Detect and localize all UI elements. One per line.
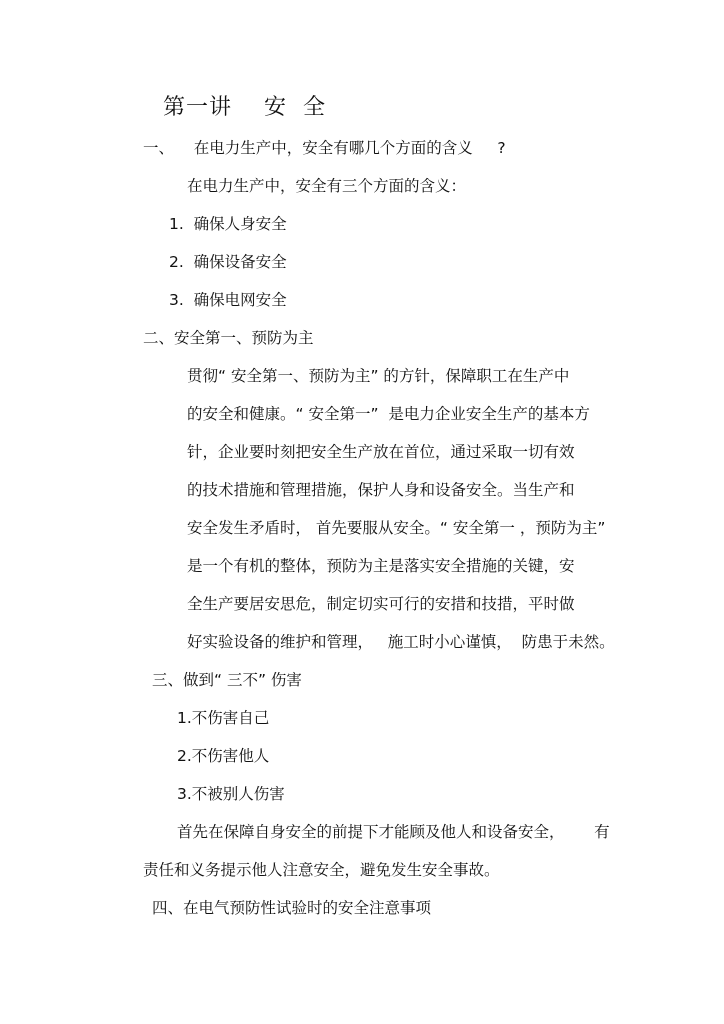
section2-paragraph-line: 的技术措施和管理措施，保护人身和设备安全。当生产和 [187,481,575,499]
section2-paragraph-line: 全生产要居安思危，制定切实可行的安措和技措，平时做 [187,595,575,613]
section2-paragraph-line: 安全发生矛盾时， 首先要服从安全。“ 安全第一 ，预防为主” [187,519,606,537]
section2-paragraph-line: 的安全和健康。“ 安全第一” 是电力企业安全生产的基本方 [187,405,590,423]
section4-heading: 四、在电气预防性试验时的安全注意事项 [152,899,432,917]
section3-item: 2.不伤害他人 [177,747,270,765]
section3-heading: 三、做到“ 三不” 伤害 [152,671,302,689]
section3-paragraph-line: 责任和义务提示他人注意安全，避免发生安全事故。 [143,861,500,879]
section1-item: 2. 确保设备安全 [169,253,287,271]
section3-item: 1.不伤害自己 [177,709,270,727]
section1-heading: 一、 在电力生产中，安全有哪几个方面的含义 ? [143,139,506,157]
section1-intro: 在电力生产中，安全有三个方面的含义： [187,177,467,195]
section2-paragraph-line: 是一个有机的整体，预防为主是落实安全措施的关键，安 [187,557,575,575]
section2-paragraph-line: 贯彻“ 安全第一、预防为主” 的方针，保障职工在生产中 [187,367,570,385]
section2-paragraph-line: 针，企业要时刻把安全生产放在首位，通过采取一切有效 [187,443,575,461]
section1-item: 3. 确保电网安全 [169,291,287,309]
section2-heading: 二、安全第一、预防为主 [143,329,314,347]
page-title: 第一讲 安 全 [163,95,326,120]
section1-item: 1. 确保人身安全 [169,215,287,233]
section3-paragraph-line: 首先在保障自身安全的前提下才能顾及他人和设备安全， 有 [177,823,610,841]
section2-paragraph-line: 好实验设备的维护和管理， 施工时小心谨慎， 防患于未然。 [187,633,615,651]
section3-item: 3.不被别人伤害 [177,785,285,803]
